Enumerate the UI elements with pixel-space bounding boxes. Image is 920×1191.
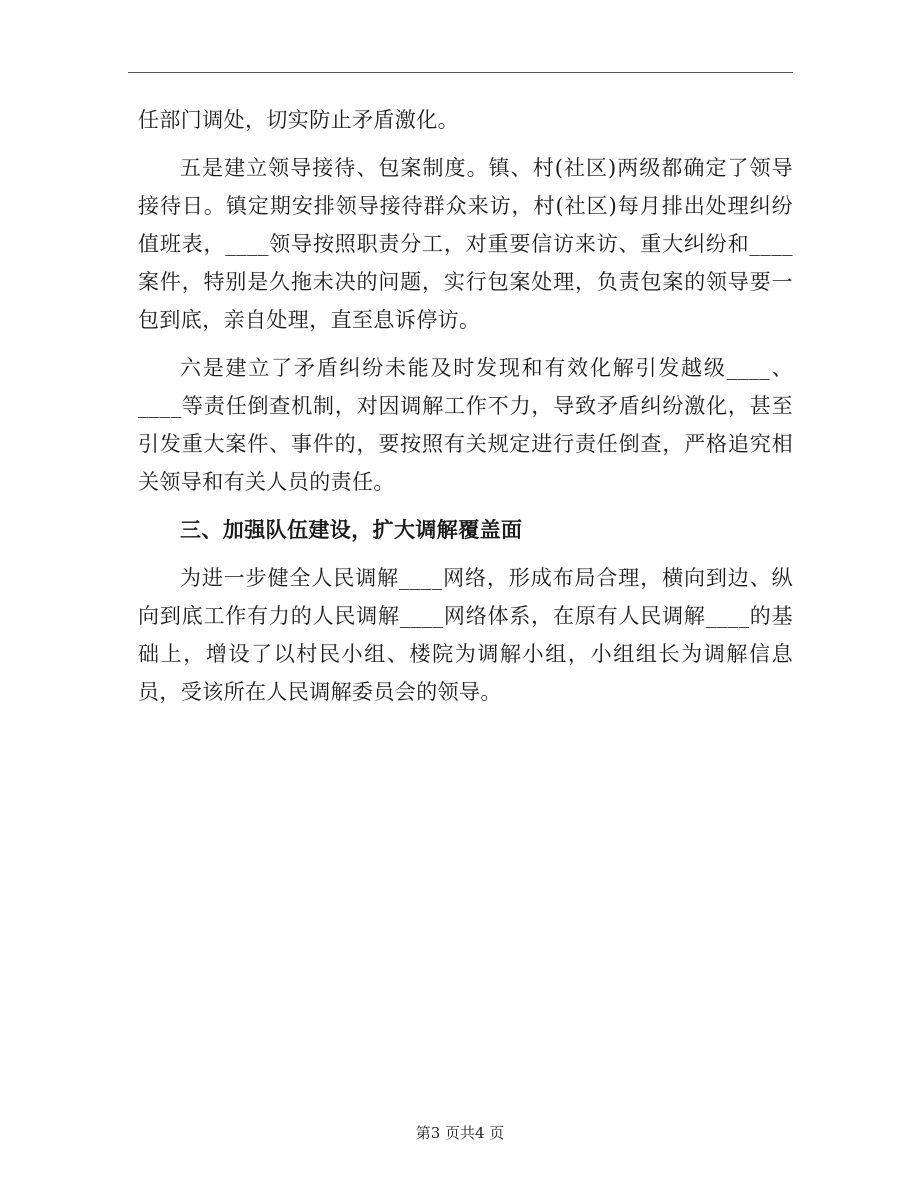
paragraph-point-six: 六是建立了矛盾纠纷未能及时发现和有效化解引发越级____、____等责任倒查机制，对因调解工作不力，导致矛盾纠纷激化，甚至引发重大案件、事件的，要按照有关规定进行责任倒查，严格追究相关领导和有关人员的责任。 <box>138 356 793 494</box>
page-number: 第3 页共4 页 <box>415 1124 505 1142</box>
document-body <box>138 101 793 711</box>
header-divider <box>128 72 793 73</box>
section-heading: 三、加强队伍建设，扩大调解覆盖面 <box>180 518 523 542</box>
paragraph-point-five: 五是建立领导接待、包案制度。镇、村(社区)两级都确定了领导接待日。镇定期安排领导接待群众来访，村(社区)每月排出处理纠纷值班表，____领导按照职责分工，对重要信访来访、重大纠纷和____案件，特别是久拖未决的问题，实行包案处理，负责包案的领导要一包到底，亲自处理，直至息诉停访。 <box>138 156 793 332</box>
paragraph-section-three: 为进一步健全人民调解____网络，形成布局合理，横向到边、纵向到底工作有力的人民调解____网络体系，在原有人民调解____的基础上，增设了以村民小组、楼院为调解小组，小组组长为调解信息员，受该所在人民调解委员会的领导。 <box>138 566 793 704</box>
paragraph-continuation: 任部门调处，切实防止矛盾激化。 <box>138 108 459 132</box>
